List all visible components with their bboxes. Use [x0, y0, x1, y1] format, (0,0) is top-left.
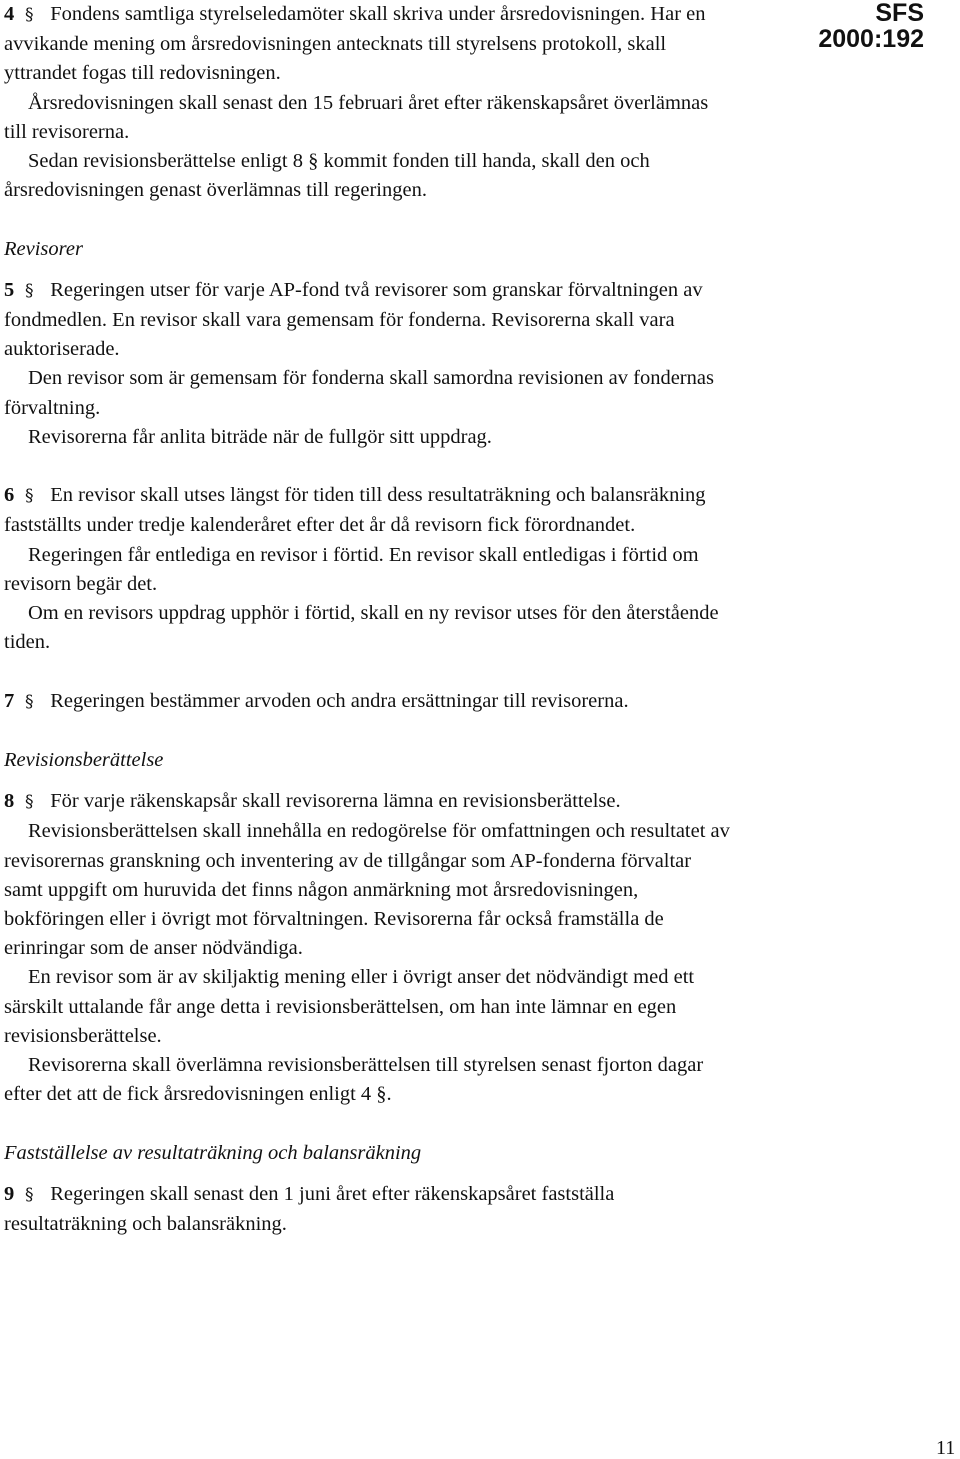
section-heading: Revisionsberättelse [4, 749, 164, 772]
section-8 [4, 746, 732, 1109]
page-number: 11 [936, 1437, 956, 1459]
section-number: 8 [4, 790, 15, 813]
paragraph-text: Regeringen utser för varje AP-fond två revisorer som granskar förvaltningen av fondmedlen. En revisor skall vara gemensam för fonderna. Revisorerna skall vara auktoriserade. [4, 278, 703, 361]
section-paragraph: Årsredovisningen skall senast den 15 februari året efter räkenskapsåret överlämnas till revisorerna. [4, 91, 709, 143]
section-heading: Fastställelse av resultaträkning och balansräkning [4, 1141, 422, 1164]
section-number: 4 [4, 3, 15, 25]
section-sign: § [25, 5, 34, 25]
paragraph-text: Regeringen skall senast den 1 juni året efter räkenskapsåret fastställa resultaträkning och balansräkning. [4, 1182, 615, 1236]
section-paragraph [4, 1180, 732, 1239]
section-number: 7 [4, 689, 15, 712]
paragraph-text: Regeringen bestämmer arvoden och andra ersättningar till revisorerna. [50, 689, 629, 712]
section-sign: § [25, 691, 34, 712]
document-code: SFS 2000:192 [818, 0, 924, 53]
paragraph-text: En revisor skall utses längst för tiden till dess resultaträkning och balansräkning fastställts under tredje kalenderåret efter det år då revisorn fick förordnandet. [4, 484, 706, 537]
section-paragraph: Om en revisors uppdrag upphör i förtid, skall en ny revisor utses för den återstående tiden. [4, 602, 719, 654]
section-number: 6 [4, 484, 15, 507]
section-4 [4, 0, 732, 205]
paragraph-text: Fondens samtliga styrelseledamöter skall skriva under årsredovisningen. Har en avvikande mening om årsredovisningen antecknats till styrelsens protokoll, skall yttrandet fogas till redovisningen. [4, 3, 706, 85]
section-paragraph: Revisorerna skall överlämna revisionsberättelsen till styrelsen senast fjorton dagar efter det att de fick årsredovisningen enligt 4 §. [4, 1054, 704, 1106]
section-sign: § [25, 280, 34, 301]
section-5 [4, 235, 732, 452]
section-paragraph: Revisorerna får anlita biträde när de fullgör sitt uppdrag. [28, 425, 492, 448]
section-sign: § [25, 792, 34, 813]
section-7 [4, 687, 732, 717]
section-sign: § [25, 486, 34, 507]
section-paragraph [4, 276, 732, 365]
section-sign: § [25, 1184, 34, 1205]
section-6 [4, 481, 732, 657]
section-paragraph: En revisor som är av skiljaktig mening eller i övrigt anser det nödvändigt med ett särskilt uttalande får ange detta i revisionsberättelsen, om han inte lämnar en egen revisionsberättelse. [4, 966, 695, 1047]
paragraph-text: För varje räkenskapsår skall revisorerna lämna en revisionsberättelse. [50, 790, 621, 813]
section-heading: Revisorer [4, 237, 83, 260]
section-paragraph [4, 687, 732, 717]
section-9 [4, 1139, 732, 1240]
section-number: 9 [4, 1182, 15, 1205]
section-number: 5 [4, 278, 15, 301]
section-paragraph: Den revisor som är gemensam för fonderna skall samordna revisionen av fondernas förvaltning. [4, 367, 714, 419]
section-paragraph [4, 481, 732, 540]
section-paragraph: Revisionsberättelsen skall innehålla en redogörelse för omfattningen och resultatet av revisorernas granskning och inventering av de tillgångar som AP-fonderna förvaltar samt uppgift om huruvida det finns någon anmärkning mot årsredovisningen, bokföringen eller i övrigt mot förvaltningen. Revisorerna får också framställa de erinringar som de anser nödvändiga. [4, 820, 730, 960]
section-paragraph [4, 787, 732, 817]
section-paragraph: Regeringen får entlediga en revisor i förtid. En revisor skall entledigas i förtid om revisorn begär det. [4, 543, 699, 595]
section-paragraph: Sedan revisionsberättelse enligt 8 § kommit fonden till handa, skall den och årsredovisningen genast överlämnas till regeringen. [4, 150, 650, 202]
document-body [4, 0, 732, 1239]
section-paragraph [4, 0, 732, 89]
